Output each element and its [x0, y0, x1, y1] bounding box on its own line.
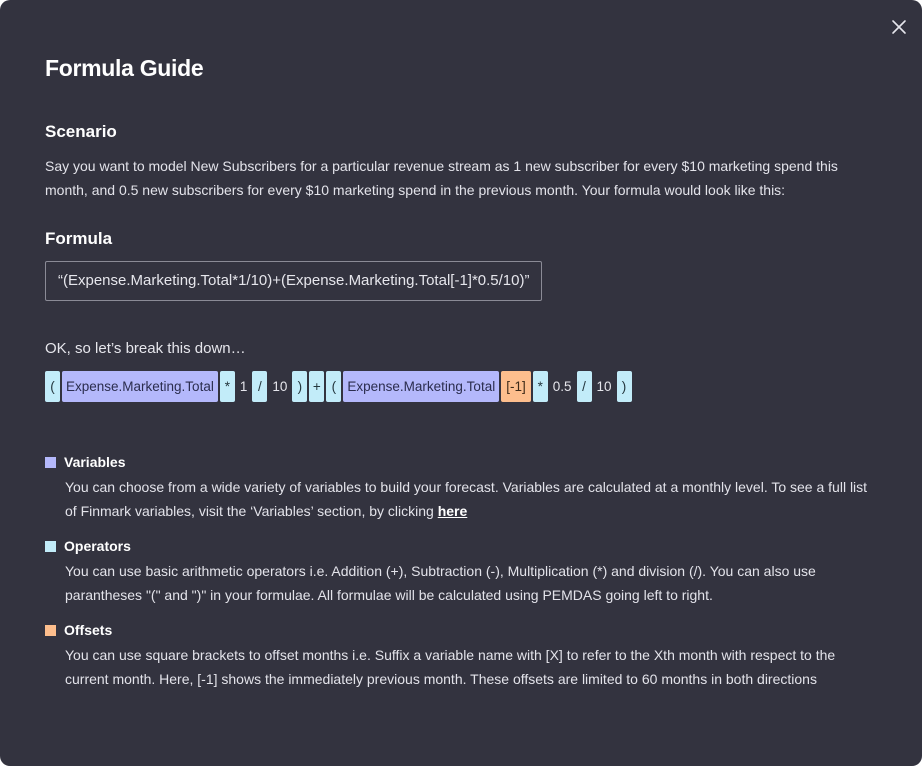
token-operator: ( — [45, 371, 60, 402]
token-operator: * — [533, 371, 548, 402]
token-number: 0.5 — [552, 379, 572, 394]
token-offset: [-1] — [501, 371, 531, 402]
legend-variables-body: You can choose from a wide variety of variables to build your forecast. Variables are calculated at a monthly level. To see a full list of Finmark variables, visit the ‘Variables’ section, by clicking — [65, 479, 868, 519]
token-operator: ) — [617, 371, 632, 402]
close-icon[interactable] — [891, 19, 907, 35]
token-number: 10 — [272, 379, 288, 394]
token-operator: / — [252, 371, 267, 402]
token-operator: ( — [326, 371, 341, 402]
variables-swatch — [45, 457, 56, 468]
formula-heading: Formula — [45, 229, 113, 248]
formula-input[interactable]: “(Expense.Marketing.Total*1/10)+(Expense.Marketing.Total[-1]*0.5/10)” — [45, 261, 542, 301]
legend-variables — [45, 453, 875, 523]
token-number: 10 — [596, 379, 612, 394]
scenario-heading: Scenario — [45, 122, 117, 141]
token-operator: * — [220, 371, 235, 402]
legend-variables-text — [65, 475, 875, 523]
legend-variables-title: Variables — [64, 454, 126, 470]
legend-operators-title: Operators — [64, 538, 131, 554]
variables-here-link[interactable]: here — [437, 503, 468, 519]
operators-swatch — [45, 541, 56, 552]
modal-title: Formula Guide — [45, 55, 204, 81]
legend-operators-text: You can use basic arithmetic operators i.e. Addition (+), Subtraction (-), Multiplication (*) and division (/). You can also use parantheses "(" and ")" in your formulae. All formulae will be calculated using PEMDAS going left to right. — [65, 563, 816, 603]
token-number: 1 — [239, 379, 248, 394]
formula-token-row — [45, 371, 634, 402]
token-variable: Expense.Marketing.Total — [343, 371, 499, 402]
legend-offsets-title: Offsets — [64, 622, 113, 638]
token-variable: Expense.Marketing.Total — [62, 371, 218, 402]
offsets-swatch — [45, 625, 56, 636]
legend-offsets-text: You can use square brackets to offset months i.e. Suffix a variable name with [X] to refer to the Xth month with respect to the current month. Here, [-1] shows the immediately previous month. These offsets are limited to 60 months in both directions — [65, 647, 836, 687]
token-operator: ) — [292, 371, 307, 402]
legend-operators — [45, 537, 875, 607]
scenario-text: Say you want to model New Subscribers for a particular revenue stream as 1 new subscriber for every $10 marketing spend this month, and 0.5 new subscribers for every $10 marketing spend in the previous month. Your formula would look like this: — [45, 158, 838, 198]
token-operator: + — [309, 371, 324, 402]
legend-offsets — [45, 621, 875, 691]
breakdown-intro: OK, so let’s break this down… — [45, 340, 246, 357]
token-operator: / — [577, 371, 592, 402]
